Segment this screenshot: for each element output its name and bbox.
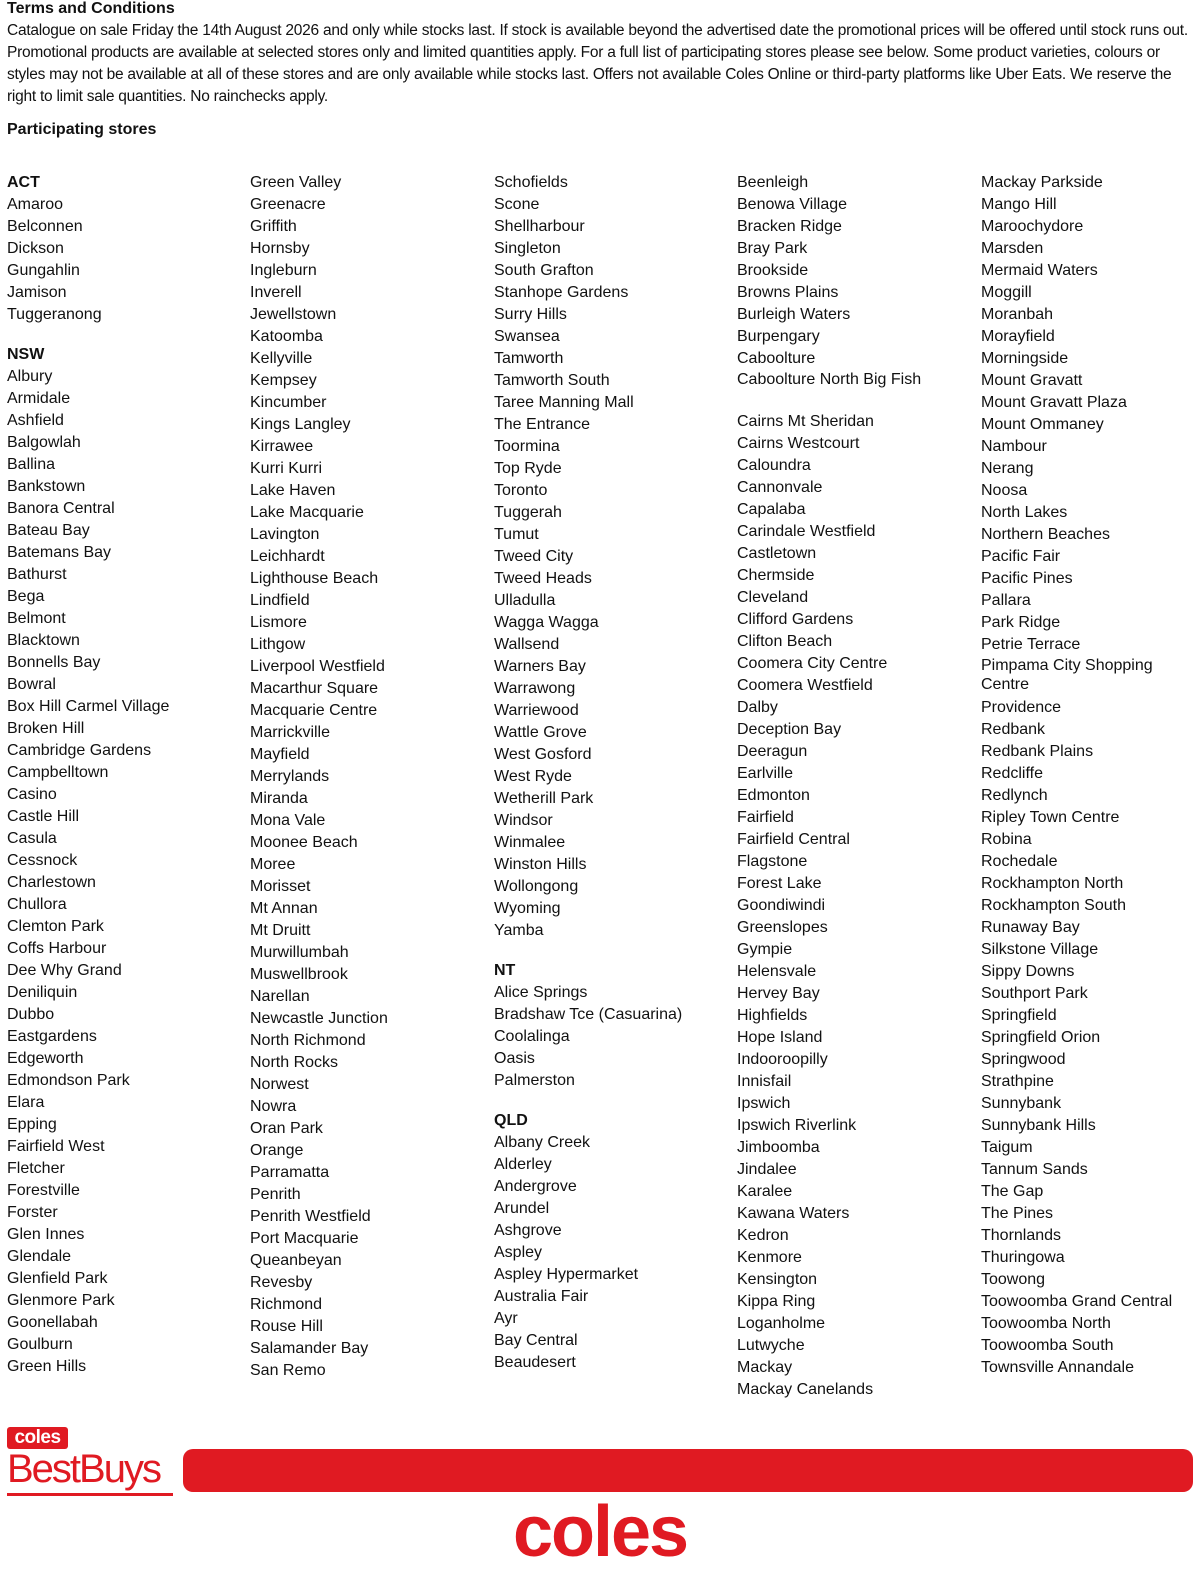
store-name: Wollongong xyxy=(494,878,579,895)
store-name: Karalee xyxy=(737,1183,793,1200)
store-name: Green Hills xyxy=(7,1358,87,1375)
store-name: Lighthouse Beach xyxy=(250,570,379,587)
store-name: Burpengary xyxy=(737,328,820,345)
store-name: Runaway Bay xyxy=(981,919,1080,936)
store-name: South Grafton xyxy=(494,262,594,279)
store-name: Epping xyxy=(7,1116,57,1133)
store-name: Clifford Gardens xyxy=(737,611,854,628)
store-name: Noosa xyxy=(981,482,1028,499)
store-name: Liverpool Westfield xyxy=(250,658,385,675)
store-name: Tamworth xyxy=(494,350,564,367)
store-name: Dickson xyxy=(7,240,64,257)
store-name: Casino xyxy=(7,786,57,803)
store-name: Rouse Hill xyxy=(250,1318,323,1335)
store-name: Ripley Town Centre xyxy=(981,809,1120,826)
store-name: Carindale Westfield xyxy=(737,523,876,540)
store-name: Rockhampton South xyxy=(981,897,1126,914)
store-name: Tuggerah xyxy=(494,504,562,521)
store-name: Marsden xyxy=(981,240,1044,257)
store-name: Tannum Sands xyxy=(981,1161,1088,1178)
coles-bestbuys-logo xyxy=(7,1427,173,1497)
store-name: Springfield Orion xyxy=(981,1029,1101,1046)
store-name: Hope Island xyxy=(737,1029,823,1046)
store-name: Bathurst xyxy=(7,566,67,583)
store-name: Stanhope Gardens xyxy=(494,284,629,301)
store-name: Richmond xyxy=(250,1296,323,1313)
store-name: Wattle Grove xyxy=(494,724,587,741)
store-name: Strathpine xyxy=(981,1073,1054,1090)
store-name: Mt Druitt xyxy=(250,922,311,939)
store-name: Winmalee xyxy=(494,834,566,851)
store-name: Australia Fair xyxy=(494,1288,589,1305)
store-name: Bray Park xyxy=(737,240,808,257)
store-name: Banora Central xyxy=(7,500,115,517)
store-name: Balgowlah xyxy=(7,434,81,451)
store-name: Highfields xyxy=(737,1007,808,1024)
store-name: Kurri Kurri xyxy=(250,460,323,477)
store-name: Bowral xyxy=(7,676,56,693)
store-name: Jimboomba xyxy=(737,1139,820,1156)
store-name: Ipswich Riverlink xyxy=(737,1117,857,1134)
store-name: Park Ridge xyxy=(981,614,1061,631)
store-name: Salamander Bay xyxy=(250,1340,369,1357)
store-name: Wallsend xyxy=(494,636,560,653)
store-group xyxy=(494,960,726,1092)
store-name: Narellan xyxy=(250,988,310,1005)
store-name: Surry Hills xyxy=(494,306,567,323)
store-name: Moree xyxy=(250,856,296,873)
store-name: Ballina xyxy=(7,456,56,473)
store-name: Deeragun xyxy=(737,743,808,760)
store-name: Gympie xyxy=(737,941,793,958)
store-name: Burleigh Waters xyxy=(737,306,851,323)
store-name: Mackay Parkside xyxy=(981,174,1103,191)
store-name: Batemans Bay xyxy=(7,544,112,561)
store-name: Jindalee xyxy=(737,1161,797,1178)
store-name: Southport Park xyxy=(981,985,1088,1002)
store-name: Campbelltown xyxy=(7,764,109,781)
store-name: Coffs Harbour xyxy=(7,940,107,957)
store-name: Warrawong xyxy=(494,680,576,697)
store-name: Blacktown xyxy=(7,632,80,649)
store-name: Loganholme xyxy=(737,1315,826,1332)
store-name: Sippy Downs xyxy=(981,963,1075,980)
store-name: Lutwyche xyxy=(737,1337,805,1354)
coles-brand-logo: coles xyxy=(512,1492,688,1572)
store-name: Kincumber xyxy=(250,394,327,411)
store-name: Moggill xyxy=(981,284,1032,301)
store-name: Indooroopilly xyxy=(737,1051,828,1068)
store-name: Dalby xyxy=(737,699,778,716)
store-name: Cessnock xyxy=(7,852,78,869)
store-name: Griffith xyxy=(250,218,297,235)
store-name: Dubbo xyxy=(7,1006,55,1023)
store-name: Mackay Canelands xyxy=(737,1381,874,1398)
store-name: Wyoming xyxy=(494,900,561,917)
store-name: San Remo xyxy=(250,1362,326,1379)
store-name: North Rocks xyxy=(250,1054,339,1071)
store-name: Springwood xyxy=(981,1051,1066,1068)
store-name: Toowong xyxy=(981,1271,1046,1288)
state-heading: NSW xyxy=(7,346,45,363)
store-name: Aspley Hypermarket xyxy=(494,1266,639,1283)
store-name: Nowra xyxy=(250,1098,297,1115)
store-name: Browns Plains xyxy=(737,284,839,301)
store-name: Springfield xyxy=(981,1007,1057,1024)
store-name: Sunnybank Hills xyxy=(981,1117,1096,1134)
store-name: Fairfield West xyxy=(7,1138,105,1155)
store-name: Glen Innes xyxy=(7,1226,85,1243)
store-group xyxy=(494,1110,726,1374)
store-name: Belmont xyxy=(7,610,66,627)
store-name: Eastgardens xyxy=(7,1028,97,1045)
store-name: Parramatta xyxy=(250,1164,330,1181)
store-name: Singleton xyxy=(494,240,561,257)
store-name: Mayfield xyxy=(250,746,310,763)
store-name: Kawana Waters xyxy=(737,1205,850,1222)
store-name: Armidale xyxy=(7,390,71,407)
store-name: Edgeworth xyxy=(7,1050,84,1067)
store-name: Kings Langley xyxy=(250,416,351,433)
store-name: Morningside xyxy=(981,350,1069,367)
store-name: Aspley xyxy=(494,1244,543,1261)
store-name: Benowa Village xyxy=(737,196,848,213)
store-name: Ingleburn xyxy=(250,262,317,279)
store-name: Bankstown xyxy=(7,478,86,495)
store-name: Wagga Wagga xyxy=(494,614,599,631)
store-name: Taree Manning Mall xyxy=(494,394,634,411)
store-name: Andergrove xyxy=(494,1178,577,1195)
store-name: Moonee Beach xyxy=(250,834,358,851)
store-name: Lismore xyxy=(250,614,307,631)
store-name: Green Valley xyxy=(250,174,342,191)
store-group xyxy=(981,172,1200,1379)
terms-title: Terms and Conditions xyxy=(7,0,175,17)
store-name: Box Hill Carmel Village xyxy=(7,698,170,715)
store-name: Thornlands xyxy=(981,1227,1062,1244)
store-name: Greenslopes xyxy=(737,919,828,936)
store-name: Caboolture xyxy=(737,350,816,367)
store-name: Revesby xyxy=(250,1274,313,1291)
store-name: Mount Gravatt xyxy=(981,372,1083,389)
store-name: Oran Park xyxy=(250,1120,323,1137)
state-heading: ACT xyxy=(7,174,40,191)
store-name: Cairns Mt Sheridan xyxy=(737,413,874,430)
store-name: Pacific Pines xyxy=(981,570,1073,587)
store-name: Redlynch xyxy=(981,787,1048,804)
store-name: Fairfield Central xyxy=(737,831,850,848)
store-name: Morayfield xyxy=(981,328,1055,345)
store-group xyxy=(737,172,969,1401)
store-name: Redcliffe xyxy=(981,765,1043,782)
store-name: Port Macquarie xyxy=(250,1230,359,1247)
store-name: Schofields xyxy=(494,174,568,191)
store-name: Coomera Westfield xyxy=(737,677,873,694)
store-name: Pimpama City Shopping Centre xyxy=(981,657,1153,693)
store-name: Cairns Westcourt xyxy=(737,435,860,452)
store-column-2 xyxy=(250,172,482,1400)
store-name: Lindfield xyxy=(250,592,310,609)
store-name: Rockhampton North xyxy=(981,875,1124,892)
store-name: Jewellstown xyxy=(250,306,337,323)
store-name: Cleveland xyxy=(737,589,809,606)
store-name: Newcastle Junction xyxy=(250,1010,388,1027)
store-name: Kellyville xyxy=(250,350,313,367)
store-name: Maroochydore xyxy=(981,218,1084,235)
store-name: Taigum xyxy=(981,1139,1033,1156)
store-name: West Gosford xyxy=(494,746,592,763)
store-name: Katoomba xyxy=(250,328,323,345)
store-group xyxy=(250,172,482,1382)
store-name: Innisfail xyxy=(737,1073,792,1090)
store-name: West Ryde xyxy=(494,768,572,785)
store-name: Flagstone xyxy=(737,853,808,870)
store-name: Lithgow xyxy=(250,636,306,653)
store-name: Mona Vale xyxy=(250,812,326,829)
store-name: Kenmore xyxy=(737,1249,802,1266)
store-name: Ipswich xyxy=(737,1095,791,1112)
store-name: Deniliquin xyxy=(7,984,78,1001)
store-name: Leichhardt xyxy=(250,548,325,565)
store-name: Cannonvale xyxy=(737,479,823,496)
store-name: The Gap xyxy=(981,1183,1044,1200)
store-name: The Pines xyxy=(981,1205,1054,1222)
store-name: Townsville Annandale xyxy=(981,1359,1134,1376)
store-name: Macquarie Centre xyxy=(250,702,378,719)
store-name: Shellharbour xyxy=(494,218,585,235)
store-name: Pallara xyxy=(981,592,1031,609)
store-name: Chullora xyxy=(7,896,67,913)
store-name: Tamworth South xyxy=(494,372,610,389)
store-name: Brookside xyxy=(737,262,809,279)
store-name: Beenleigh xyxy=(737,174,809,191)
store-name: Top Ryde xyxy=(494,460,562,477)
store-name: Muswellbrook xyxy=(250,966,348,983)
store-name: Sunnybank xyxy=(981,1095,1062,1112)
store-name: Mount Gravatt Plaza xyxy=(981,394,1127,411)
store-name: Bateau Bay xyxy=(7,522,90,539)
store-name: Tumut xyxy=(494,526,539,543)
store-name: Greenacre xyxy=(250,196,326,213)
store-name: Jamison xyxy=(7,284,67,301)
store-name: Caloundra xyxy=(737,457,811,474)
store-name: Chermside xyxy=(737,567,815,584)
store-name: Albany Creek xyxy=(494,1134,591,1151)
store-name: Alice Springs xyxy=(494,984,588,1001)
store-name: Edmonton xyxy=(737,787,810,804)
store-name: Rochedale xyxy=(981,853,1058,870)
store-name: Beaudesert xyxy=(494,1354,576,1371)
store-name: Nerang xyxy=(981,460,1034,477)
store-name: Palmerston xyxy=(494,1072,575,1089)
store-name: Earlville xyxy=(737,765,794,782)
store-name: Clemton Park xyxy=(7,918,104,935)
store-name: Warriewood xyxy=(494,702,579,719)
store-name: Bay Central xyxy=(494,1332,578,1349)
store-name: Thuringowa xyxy=(981,1249,1065,1266)
store-name: Penrith xyxy=(250,1186,301,1203)
store-name: Alderley xyxy=(494,1156,552,1173)
store-name: Norwest xyxy=(250,1076,309,1093)
store-name: Toronto xyxy=(494,482,548,499)
store-name: Toowoomba South xyxy=(981,1337,1114,1354)
store-name: Caboolture North Big Fish xyxy=(737,371,922,388)
store-group xyxy=(494,172,726,942)
store-name: Oasis xyxy=(494,1050,535,1067)
logo-text: BestBuys xyxy=(7,1447,160,1491)
store-column-5 xyxy=(981,172,1200,1397)
store-name: Winston Hills xyxy=(494,856,587,873)
store-name: Belconnen xyxy=(7,218,83,235)
store-name: Glendale xyxy=(7,1248,72,1265)
store-name: Ashfield xyxy=(7,412,64,429)
store-name: Dee Why Grand xyxy=(7,962,122,979)
store-name: Bradshaw Tce (Casuarina) xyxy=(494,1006,683,1023)
store-name: Edmondson Park xyxy=(7,1072,130,1089)
store-name: Broken Hill xyxy=(7,720,85,737)
store-name: Murwillumbah xyxy=(250,944,349,961)
store-name: Toowoomba Grand Central xyxy=(981,1293,1173,1310)
store-name: Orange xyxy=(250,1142,304,1159)
store-name: Clifton Beach xyxy=(737,633,833,650)
store-name: Capalaba xyxy=(737,501,806,518)
store-name: Tuggeranong xyxy=(7,306,102,323)
store-group xyxy=(7,172,239,326)
store-name: Redbank xyxy=(981,721,1046,738)
store-name: Yamba xyxy=(494,922,544,939)
store-name: Penrith Westfield xyxy=(250,1208,371,1225)
store-column-4 xyxy=(737,172,969,1419)
store-name: Northern Beaches xyxy=(981,526,1110,543)
store-name: Forster xyxy=(7,1204,58,1221)
store-name: The Entrance xyxy=(494,416,591,433)
store-name: Tweed City xyxy=(494,548,574,565)
store-name: Nambour xyxy=(981,438,1047,455)
store-name: Coolalinga xyxy=(494,1028,570,1045)
store-name: Forest Lake xyxy=(737,875,822,892)
store-name: Robina xyxy=(981,831,1032,848)
state-heading: QLD xyxy=(494,1112,528,1129)
store-name: Lake Haven xyxy=(250,482,336,499)
store-name: Fairfield xyxy=(737,809,794,826)
store-name: Castletown xyxy=(737,545,817,562)
store-name: Charlestown xyxy=(7,874,96,891)
store-name: Goondiwindi xyxy=(737,897,826,914)
store-name: Ashgrove xyxy=(494,1222,562,1239)
store-name: Pacific Fair xyxy=(981,548,1061,565)
store-name: Wetherill Park xyxy=(494,790,594,807)
store-name: Mackay xyxy=(737,1359,793,1376)
store-name: Fletcher xyxy=(7,1160,65,1177)
logo-underline xyxy=(7,1493,173,1496)
store-name: Tweed Heads xyxy=(494,570,592,587)
store-name: Goulburn xyxy=(7,1336,73,1353)
store-name: Mount Ommaney xyxy=(981,416,1104,433)
store-name: Morisset xyxy=(250,878,311,895)
store-name: Glenfield Park xyxy=(7,1270,108,1287)
store-name: Forestville xyxy=(7,1182,80,1199)
store-name: Bega xyxy=(7,588,45,605)
store-name: Merrylands xyxy=(250,768,330,785)
store-name: Moranbah xyxy=(981,306,1054,323)
store-name: Kensington xyxy=(737,1271,818,1288)
store-name: Deception Bay xyxy=(737,721,842,738)
store-column-3 xyxy=(494,172,726,1392)
store-group xyxy=(7,344,239,1378)
state-heading: NT xyxy=(494,962,516,979)
store-name: Kirrawee xyxy=(250,438,314,455)
store-name: Kempsey xyxy=(250,372,317,389)
store-name: Queanbeyan xyxy=(250,1252,342,1269)
store-name: Windsor xyxy=(494,812,553,829)
store-name: Redbank Plains xyxy=(981,743,1094,760)
store-name: Macarthur Square xyxy=(250,680,379,697)
store-name: North Richmond xyxy=(250,1032,366,1049)
store-name: Bonnells Bay xyxy=(7,654,101,671)
store-name: Arundel xyxy=(494,1200,550,1217)
store-name: Providence xyxy=(981,699,1062,716)
store-name: Mermaid Waters xyxy=(981,262,1098,279)
store-name: Marrickville xyxy=(250,724,330,741)
store-name: Kedron xyxy=(737,1227,789,1244)
store-name: Petrie Terrace xyxy=(981,636,1081,653)
store-name: Silkstone Village xyxy=(981,941,1099,958)
store-name: Miranda xyxy=(250,790,308,807)
store-name: Coomera City Centre xyxy=(737,655,888,672)
store-name: Ayr xyxy=(494,1310,518,1327)
store-name: Lavington xyxy=(250,526,320,543)
store-name: Ulladulla xyxy=(494,592,556,609)
store-name: Toowoomba North xyxy=(981,1315,1111,1332)
store-name: Amaroo xyxy=(7,196,64,213)
store-name: Swansea xyxy=(494,328,560,345)
logo-badge: coles xyxy=(7,1427,68,1449)
store-column-1 xyxy=(7,172,239,1396)
store-name: Castle Hill xyxy=(7,808,80,825)
store-name: Gungahlin xyxy=(7,262,80,279)
store-name: Inverell xyxy=(250,284,302,301)
store-name: Albury xyxy=(7,368,53,385)
store-name: Elara xyxy=(7,1094,45,1111)
store-name: Goonellabah xyxy=(7,1314,98,1331)
participating-stores-heading: Participating stores xyxy=(7,121,157,138)
store-name: Cambridge Gardens xyxy=(7,742,152,759)
store-name: Scone xyxy=(494,196,540,213)
store-name: Lake Macquarie xyxy=(250,504,364,521)
store-name: Helensvale xyxy=(737,963,817,980)
store-name: Mango Hill xyxy=(981,196,1057,213)
store-name: Warners Bay xyxy=(494,658,586,675)
store-name: Casula xyxy=(7,830,57,847)
terms-body: Catalogue on sale Friday the 14th August 2026 and only while stocks last. If stock is available beyond the advertised date the promotional prices will be offered until stock runs out. Promotional products are available at selected stores only and limited quantities apply. For a full list of participating stores please see below. Some product varieties, colours or styles may not be available at all of these stores and are only available while stocks last. Offers not available Coles Online or third-party platforms like Uber Eats. We reserve the right to limit sale quantities. No rainchecks apply. xyxy=(7,22,1188,105)
store-name: Mt Annan xyxy=(250,900,318,917)
store-name: Glenmore Park xyxy=(7,1292,115,1309)
store-name: Toormina xyxy=(494,438,560,455)
store-name: Hornsby xyxy=(250,240,310,257)
store-name: North Lakes xyxy=(981,504,1068,521)
footer-red-bar xyxy=(183,1449,1193,1492)
store-name: Bracken Ridge xyxy=(737,218,842,235)
store-name: Kippa Ring xyxy=(737,1293,816,1310)
store-name: Hervey Bay xyxy=(737,985,820,1002)
